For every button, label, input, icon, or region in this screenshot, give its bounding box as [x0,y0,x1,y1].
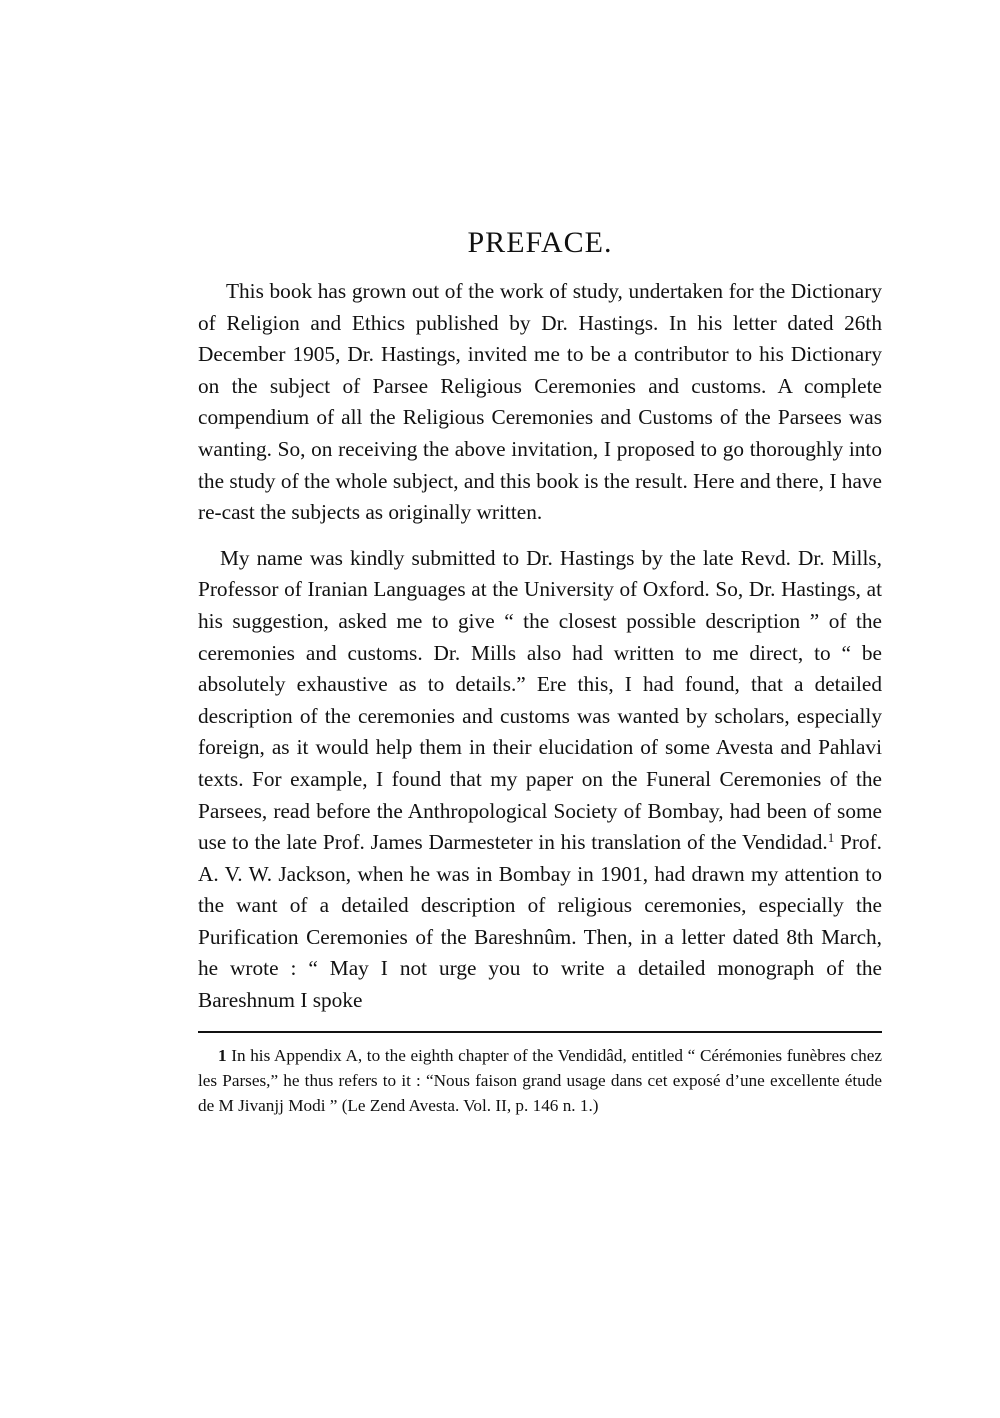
footnote-reference: 1 [827,830,835,846]
paragraph-1: This book has grown out of the work of study, undertaken for the Dictionary of Religion and Ethics published by Dr. Hastings. In his letter dated 26th December 1905, Dr. Hastings, invited me to be a contributor to his Dictionary on the subject of Parsee Religious Ceremonies and customs. A complete compendium of all the Religious Ceremonies and Customs of the Parsees was wanting. So, on receiving the above invitation, I proposed to go thoroughly into the study of the whole subject, and this book is the result. Here and there, I have re-cast the subjects as originally written. [198,279,882,525]
paragraph-2-text-b: Prof. A. V. W. Jackson, when he was in Bombay in 1901, had drawn my attention to the want of a detailed description of religious ceremonies, especially the Purification Ceremonies of the Bareshnûm. Then, in a letter dated 8th March, he wrote : “ May I not urge you to write a detailed monograph of the Bareshnum I spoke [198,830,882,1013]
paragraph-2 [198,543,882,1017]
footnote-number: 1 [218,1045,227,1065]
book-page [198,226,882,1118]
footnote-text: In his Appendix A, to the eighth chapter of the Vendidâd, entitled “ Cérémonies funèbres chez les Parses,” he thus refers to it : “Nous faison grand usage dans cet exposé d’une excellente étude de M Jivanjj Modi ” (Le Zend Avesta. Vol. II, p. 146 n. 1.) [198,1045,882,1115]
page-title: PREFACE. [467,226,613,259]
footnote-divider [198,1031,882,1033]
paragraph-2-text-a: My name was kindly submitted to Dr. Hastings by the late Revd. Dr. Mills, Professor of Iranian Languages at the University of Oxford. So, Dr. Hastings, at his suggestion, asked me to give “ the closest possible description ” of the ceremonies and customs. Dr. Mills also had written to me direct, to “ be absolutely exhaustive as to details.” Ere this, I had found, that a detailed description of the ceremonies and customs was wanted by scholars, especially foreign, as it would help them in their elucidation of some Avesta and Pahlavi texts. For example, I found that my paper on the Funeral Ceremonies of the Parsees, read before the Anthropological Society of Bombay, had been of some use to the late Prof. James Darmesteter in his translation of the Vendidad. [198,545,882,855]
footnote [198,1043,882,1118]
